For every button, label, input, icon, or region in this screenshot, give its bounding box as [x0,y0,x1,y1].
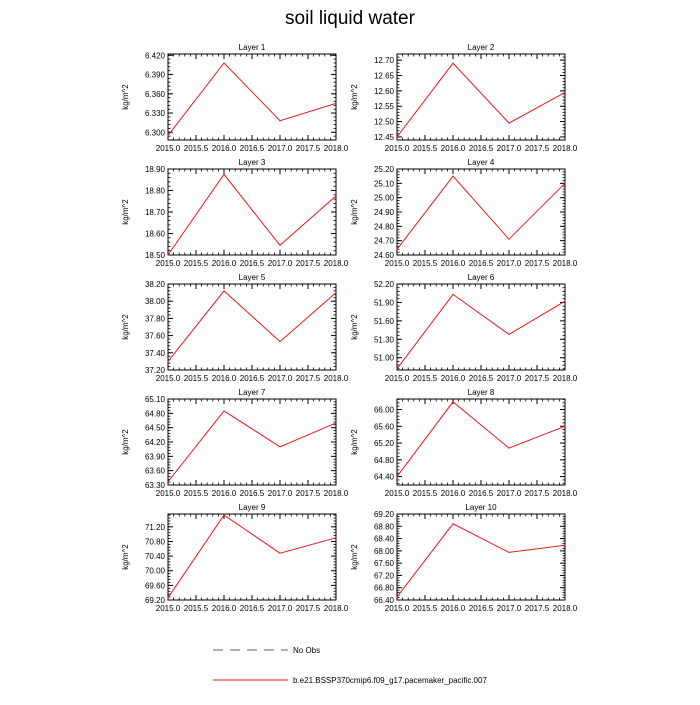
x-tick-label: 2016.5 [468,144,494,153]
y-tick-label: 51.90 [373,298,394,308]
x-tick-label: 2015.0 [384,604,410,613]
x-tick-label: 2017.5 [295,144,321,153]
y-tick-label: 63.90 [144,452,165,462]
x-tick-label: 2016.0 [440,489,466,498]
series-line [397,294,565,368]
y-tick-label: 66.80 [373,583,394,593]
y-tick-label: 64.80 [144,409,165,419]
x-tick-label: 2016.5 [239,489,265,498]
y-tick-label: 69.60 [144,581,165,591]
data-point [335,422,336,423]
x-tick-label: 2017.0 [496,144,522,153]
data-point [564,301,565,302]
panel-layer-1 [121,43,349,153]
data-point [452,523,453,524]
legend [213,646,487,685]
y-tick-label: 64.20 [144,438,165,447]
y-tick-label: 65.20 [373,439,394,449]
y-tick-label: 12.60 [373,86,394,96]
data-point [335,292,336,293]
x-tick-label: 2016.0 [211,144,237,153]
y-axis-label: kg/m^2 [121,199,130,225]
panel-layer-6 [350,273,578,383]
y-axis-label: kg/m^2 [350,84,359,110]
y-tick-label: 52.20 [373,280,394,289]
data-point [508,552,509,553]
y-tick-label: 24.70 [373,236,394,246]
data-point [167,481,168,482]
x-tick-label: 2017.0 [496,259,522,268]
x-tick-label: 2015.0 [384,374,410,383]
y-tick-label: 70.40 [144,552,165,562]
data-point [223,62,224,63]
y-tick-label: 67.20 [373,571,394,581]
y-tick-label: 51.00 [373,353,394,363]
x-tick-label: 2017.5 [524,489,550,498]
x-tick-label: 2018.0 [552,374,578,383]
x-tick-label: 2018.0 [323,374,349,383]
y-tick-label: 37.60 [144,331,165,341]
panel-frame [397,399,565,485]
y-axis-label: kg/m^2 [121,429,130,455]
x-tick-label: 2017.0 [267,489,293,498]
series-line [168,63,336,136]
x-tick-label: 2017.0 [496,489,522,498]
data-point [335,537,336,538]
panel-title: Layer 9 [238,503,266,512]
x-tick-label: 2018.0 [552,489,578,498]
x-tick-label: 2016.0 [440,144,466,153]
x-tick-label: 2018.0 [552,144,578,153]
x-tick-label: 2015.5 [412,144,438,153]
y-axis-label: kg/m^2 [350,199,359,225]
y-tick-label: 6.300 [144,128,165,138]
panel-frame [397,54,565,140]
y-tick-label: 70.80 [144,537,165,547]
y-tick-label: 37.20 [144,366,165,375]
x-tick-label: 2017.5 [524,374,550,383]
data-point [223,410,224,411]
y-tick-label: 66.00 [373,405,394,415]
x-tick-label: 2015.5 [412,259,438,268]
panel-frame [397,514,565,600]
y-tick-label: 25.00 [373,193,394,203]
x-tick-label: 2017.5 [524,259,550,268]
y-tick-label: 63.30 [144,481,165,490]
y-tick-label: 63.60 [144,466,165,476]
data-point [167,361,168,362]
x-tick-label: 2016.5 [239,144,265,153]
panel-title: Layer 1 [238,43,266,52]
y-axis-label: kg/m^2 [350,544,359,570]
x-tick-label: 2018.0 [323,259,349,268]
page-title: soil liquid water [285,8,415,29]
panel-title: Layer 3 [238,158,266,167]
y-tick-label: 64.80 [373,455,394,465]
y-tick-label: 68.00 [373,546,394,556]
y-tick-label: 24.80 [373,222,394,232]
y-tick-label: 68.80 [373,522,394,532]
x-tick-label: 2016.5 [468,374,494,383]
y-tick-label: 12.55 [373,102,394,112]
data-point [279,446,280,447]
y-tick-label: 6.390 [144,70,165,80]
y-tick-label: 51.30 [373,335,394,345]
series-line [168,174,336,255]
y-tick-label: 18.90 [144,165,165,174]
panel-title: Layer 6 [467,273,495,282]
y-tick-label: 6.360 [144,89,165,99]
x-tick-label: 2015.5 [183,259,209,268]
x-tick-label: 2016.5 [239,259,265,268]
data-point [223,514,224,515]
x-tick-label: 2015.0 [384,144,410,153]
series-line [397,176,565,249]
data-point [223,174,224,175]
panel-title: Layer 4 [467,158,495,167]
panel-layer-3 [121,158,349,268]
data-point [167,254,168,255]
y-tick-label: 69.20 [373,510,394,519]
data-point [335,103,336,104]
x-tick-label: 2017.0 [267,374,293,383]
y-tick-label: 66.40 [373,596,394,605]
y-tick-label: 38.00 [144,297,165,307]
series-line [397,63,565,137]
panel-title: Layer 7 [238,388,266,397]
panel-layer-9 [121,503,349,613]
data-point [508,447,509,448]
x-tick-label: 2017.5 [524,604,550,613]
y-axis-label: kg/m^2 [121,544,130,570]
x-tick-label: 2018.0 [323,489,349,498]
panel-layer-2 [350,43,578,153]
panel-frame [168,54,336,140]
y-tick-label: 18.60 [144,229,165,239]
series-line [397,402,565,477]
y-tick-label: 65.10 [144,395,165,404]
x-tick-label: 2017.5 [524,144,550,153]
x-tick-label: 2015.0 [155,144,181,153]
y-tick-label: 67.60 [373,559,394,569]
data-point [564,92,565,93]
x-tick-label: 2015.0 [155,604,181,613]
panel-layer-8 [350,388,578,498]
panel-title: Layer 5 [238,273,266,282]
x-tick-label: 2017.5 [295,489,321,498]
x-tick-label: 2015.0 [155,374,181,383]
data-point [279,120,280,121]
data-point [452,294,453,295]
x-tick-label: 2017.5 [295,259,321,268]
y-tick-label: 70.00 [144,566,165,576]
panel-layer-7 [121,388,349,498]
x-tick-label: 2015.0 [155,489,181,498]
y-axis-label: kg/m^2 [121,84,130,110]
panel-title: Layer 8 [467,388,495,397]
panel-frame [397,169,565,255]
y-axis-label: kg/m^2 [350,429,359,455]
y-tick-label: 24.90 [373,208,394,217]
x-tick-label: 2016.0 [211,374,237,383]
y-tick-label: 64.40 [373,472,394,482]
x-tick-label: 2018.0 [552,604,578,613]
panels-group [121,43,578,613]
x-tick-label: 2017.0 [496,604,522,613]
y-tick-label: 37.40 [144,348,165,358]
y-tick-label: 18.80 [144,186,165,196]
x-tick-label: 2016.0 [440,604,466,613]
data-point [396,249,397,250]
data-point [508,123,509,124]
data-point [335,195,336,196]
data-point [167,597,168,598]
y-tick-label: 18.70 [144,208,165,217]
y-tick-label: 18.50 [144,251,165,260]
data-point [396,136,397,137]
y-tick-label: 68.40 [373,534,394,544]
data-point [452,401,453,402]
y-tick-label: 51.60 [373,316,394,326]
y-tick-label: 24.60 [373,251,394,260]
y-axis-label: kg/m^2 [350,314,359,340]
x-tick-label: 2017.0 [496,374,522,383]
data-point [279,341,280,342]
panel-layer-10 [350,503,578,613]
x-tick-label: 2015.5 [412,604,438,613]
x-tick-label: 2016.0 [211,259,237,268]
x-tick-label: 2018.0 [323,604,349,613]
data-point [279,245,280,246]
data-point [508,239,509,240]
x-tick-label: 2015.0 [155,259,181,268]
y-tick-label: 12.45 [373,132,394,142]
panel-frame [397,284,565,370]
panel-frame [168,284,336,370]
x-tick-label: 2016.0 [211,489,237,498]
x-tick-label: 2015.5 [183,374,209,383]
panel-frame [168,169,336,255]
y-tick-label: 38.20 [144,280,165,289]
x-tick-label: 2018.0 [323,144,349,153]
x-tick-label: 2017.0 [267,259,293,268]
x-tick-label: 2016.5 [468,259,494,268]
legend-model-label: b.e21.BSSP370cmip6.f09_g17.pacemaker_pacific.007 [293,676,487,685]
data-point [223,290,224,291]
y-tick-label: 6.420 [144,51,165,61]
data-point [396,596,397,597]
x-tick-label: 2016.0 [211,604,237,613]
data-point [279,553,280,554]
x-tick-label: 2017.5 [295,604,321,613]
x-tick-label: 2015.5 [183,489,209,498]
panel-title: Layer 10 [465,503,497,512]
x-tick-label: 2016.0 [440,374,466,383]
data-point [396,476,397,477]
y-tick-label: 12.50 [373,117,394,127]
x-tick-label: 2016.5 [239,604,265,613]
data-point [564,545,565,546]
series-line [397,524,565,597]
series-line [168,411,336,482]
y-tick-label: 69.20 [144,596,165,605]
panel-title: Layer 2 [467,43,495,52]
data-point [167,135,168,136]
data-point [508,334,509,335]
x-tick-label: 2015.5 [412,489,438,498]
x-tick-label: 2015.0 [384,489,410,498]
y-tick-label: 65.60 [373,422,394,432]
x-tick-label: 2016.0 [440,259,466,268]
x-tick-label: 2017.0 [267,604,293,613]
data-point [564,426,565,427]
x-tick-label: 2016.5 [468,604,494,613]
y-tick-label: 12.65 [373,71,394,81]
x-tick-label: 2018.0 [552,259,578,268]
series-line [168,515,336,598]
data-point [396,368,397,369]
y-axis-label: kg/m^2 [121,314,130,340]
panel-frame [168,399,336,485]
series-line [168,291,336,362]
x-tick-label: 2015.0 [384,259,410,268]
x-tick-label: 2016.5 [468,489,494,498]
panel-frame [168,514,336,600]
y-tick-label: 64.50 [144,423,165,433]
x-tick-label: 2017.0 [267,144,293,153]
x-tick-label: 2015.5 [412,374,438,383]
panel-layer-4 [350,158,578,268]
y-tick-label: 71.20 [144,522,165,532]
y-tick-label: 6.330 [144,109,165,119]
panel-layer-5 [121,273,349,383]
x-tick-label: 2015.5 [183,144,209,153]
x-tick-label: 2015.5 [183,604,209,613]
data-point [452,63,453,64]
y-tick-label: 37.80 [144,314,165,324]
legend-obs-label: No Obs [293,646,321,655]
x-tick-label: 2016.5 [239,374,265,383]
data-point [564,183,565,184]
y-tick-label: 25.10 [373,179,394,189]
x-tick-label: 2017.5 [295,374,321,383]
y-tick-label: 12.70 [373,56,394,66]
y-tick-label: 25.20 [373,165,394,174]
data-point [452,176,453,177]
